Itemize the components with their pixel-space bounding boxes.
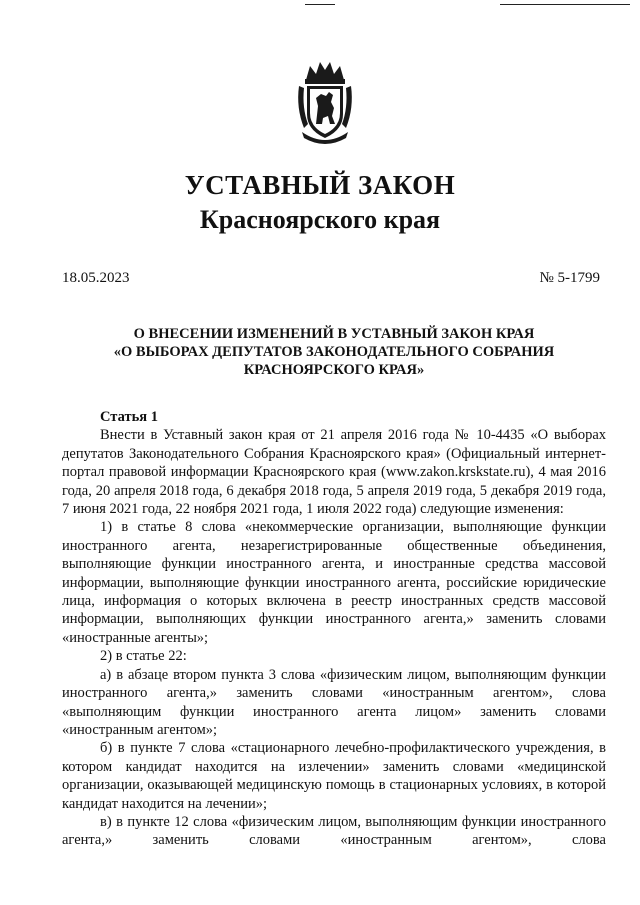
paragraph: а) в абзаце втором пункта 3 слова «физическим лицом, выполняющим функции иностранного агента,» заменить словами «иностранным агентом», слова «выполняющим функции иностранного агента лицом» заменить словами «иностранным агентом»; [62, 666, 606, 738]
paragraph: в) в пункте 12 слова «физическим лицом, выполняющим функции иностранного агента,» заменить словами «иностранным агентом», слова [62, 813, 606, 849]
law-heading-line: «О ВЫБОРАХ ДЕПУТАТОВ ЗАКОНОДАТЕЛЬНОГО СОБРАНИЯ [113, 344, 555, 360]
document-title: УСТАВНЫЙ ЗАКОН [184, 170, 456, 200]
scan-artifact-line [500, 4, 630, 5]
krasnoyarsk-coat-of-arms-icon [296, 58, 354, 144]
scan-artifact-line [305, 4, 335, 5]
paragraph: 2) в статье 22: [100, 648, 187, 665]
document-date: 18.05.2023 [62, 270, 130, 286]
document-subtitle: Красноярского края [199, 205, 441, 234]
paragraph: 1) в статье 8 слова «некоммерческие организации, выполняющие функции иностранного агента, незарегистрированные общественные объединения, выполняющие функции иностранного агента, и иностранные средства массовой информации, выполняющие функции иностранного агента, российские юридические лица, информация о которых включена в реестр иностранных средств массовой информации, выполняющих функции иностранного агента,» заменить словами «иностранные агенты»; [62, 519, 606, 646]
law-heading [62, 325, 606, 379]
paragraph: Внести в Уставный закон края от 21 апреля 2016 года № 10-4435 «О выборах депутатов Законодательного Собрания Красноярского края» (Официальный интернет-портал правовой информации Красноярского края (www.zakon.krskstate.ru), 4 мая 2016 года, 20 апреля 2018 года, 6 декабря 2018 года, 5 апреля 2019 года, 5 декабря 2019 года, 7 июня 2021 года, 22 ноября 2021 года, 1 июля 2022 года) следующие изменения: [62, 427, 606, 518]
law-heading-line: КРАСНОЯРСКОГО КРАЯ» [243, 362, 425, 378]
paragraph: б) в пункте 7 слова «стационарного лечебно-профилактического учреждения, в котором кандидат находится на излечении» заменить словами «медицинской организации, оказывающей медицинскую помощь в стационарных условиях, в которой кандидат находится на лечении»; [62, 740, 606, 812]
article-title: Статья 1 [100, 409, 158, 425]
document-number: № 5-1799 [539, 270, 600, 286]
law-heading-line: О ВНЕСЕНИИ ИЗМЕНЕНИЙ В УСТАВНЫЙ ЗАКОН КРАЯ [133, 326, 535, 342]
document-body [62, 408, 606, 850]
